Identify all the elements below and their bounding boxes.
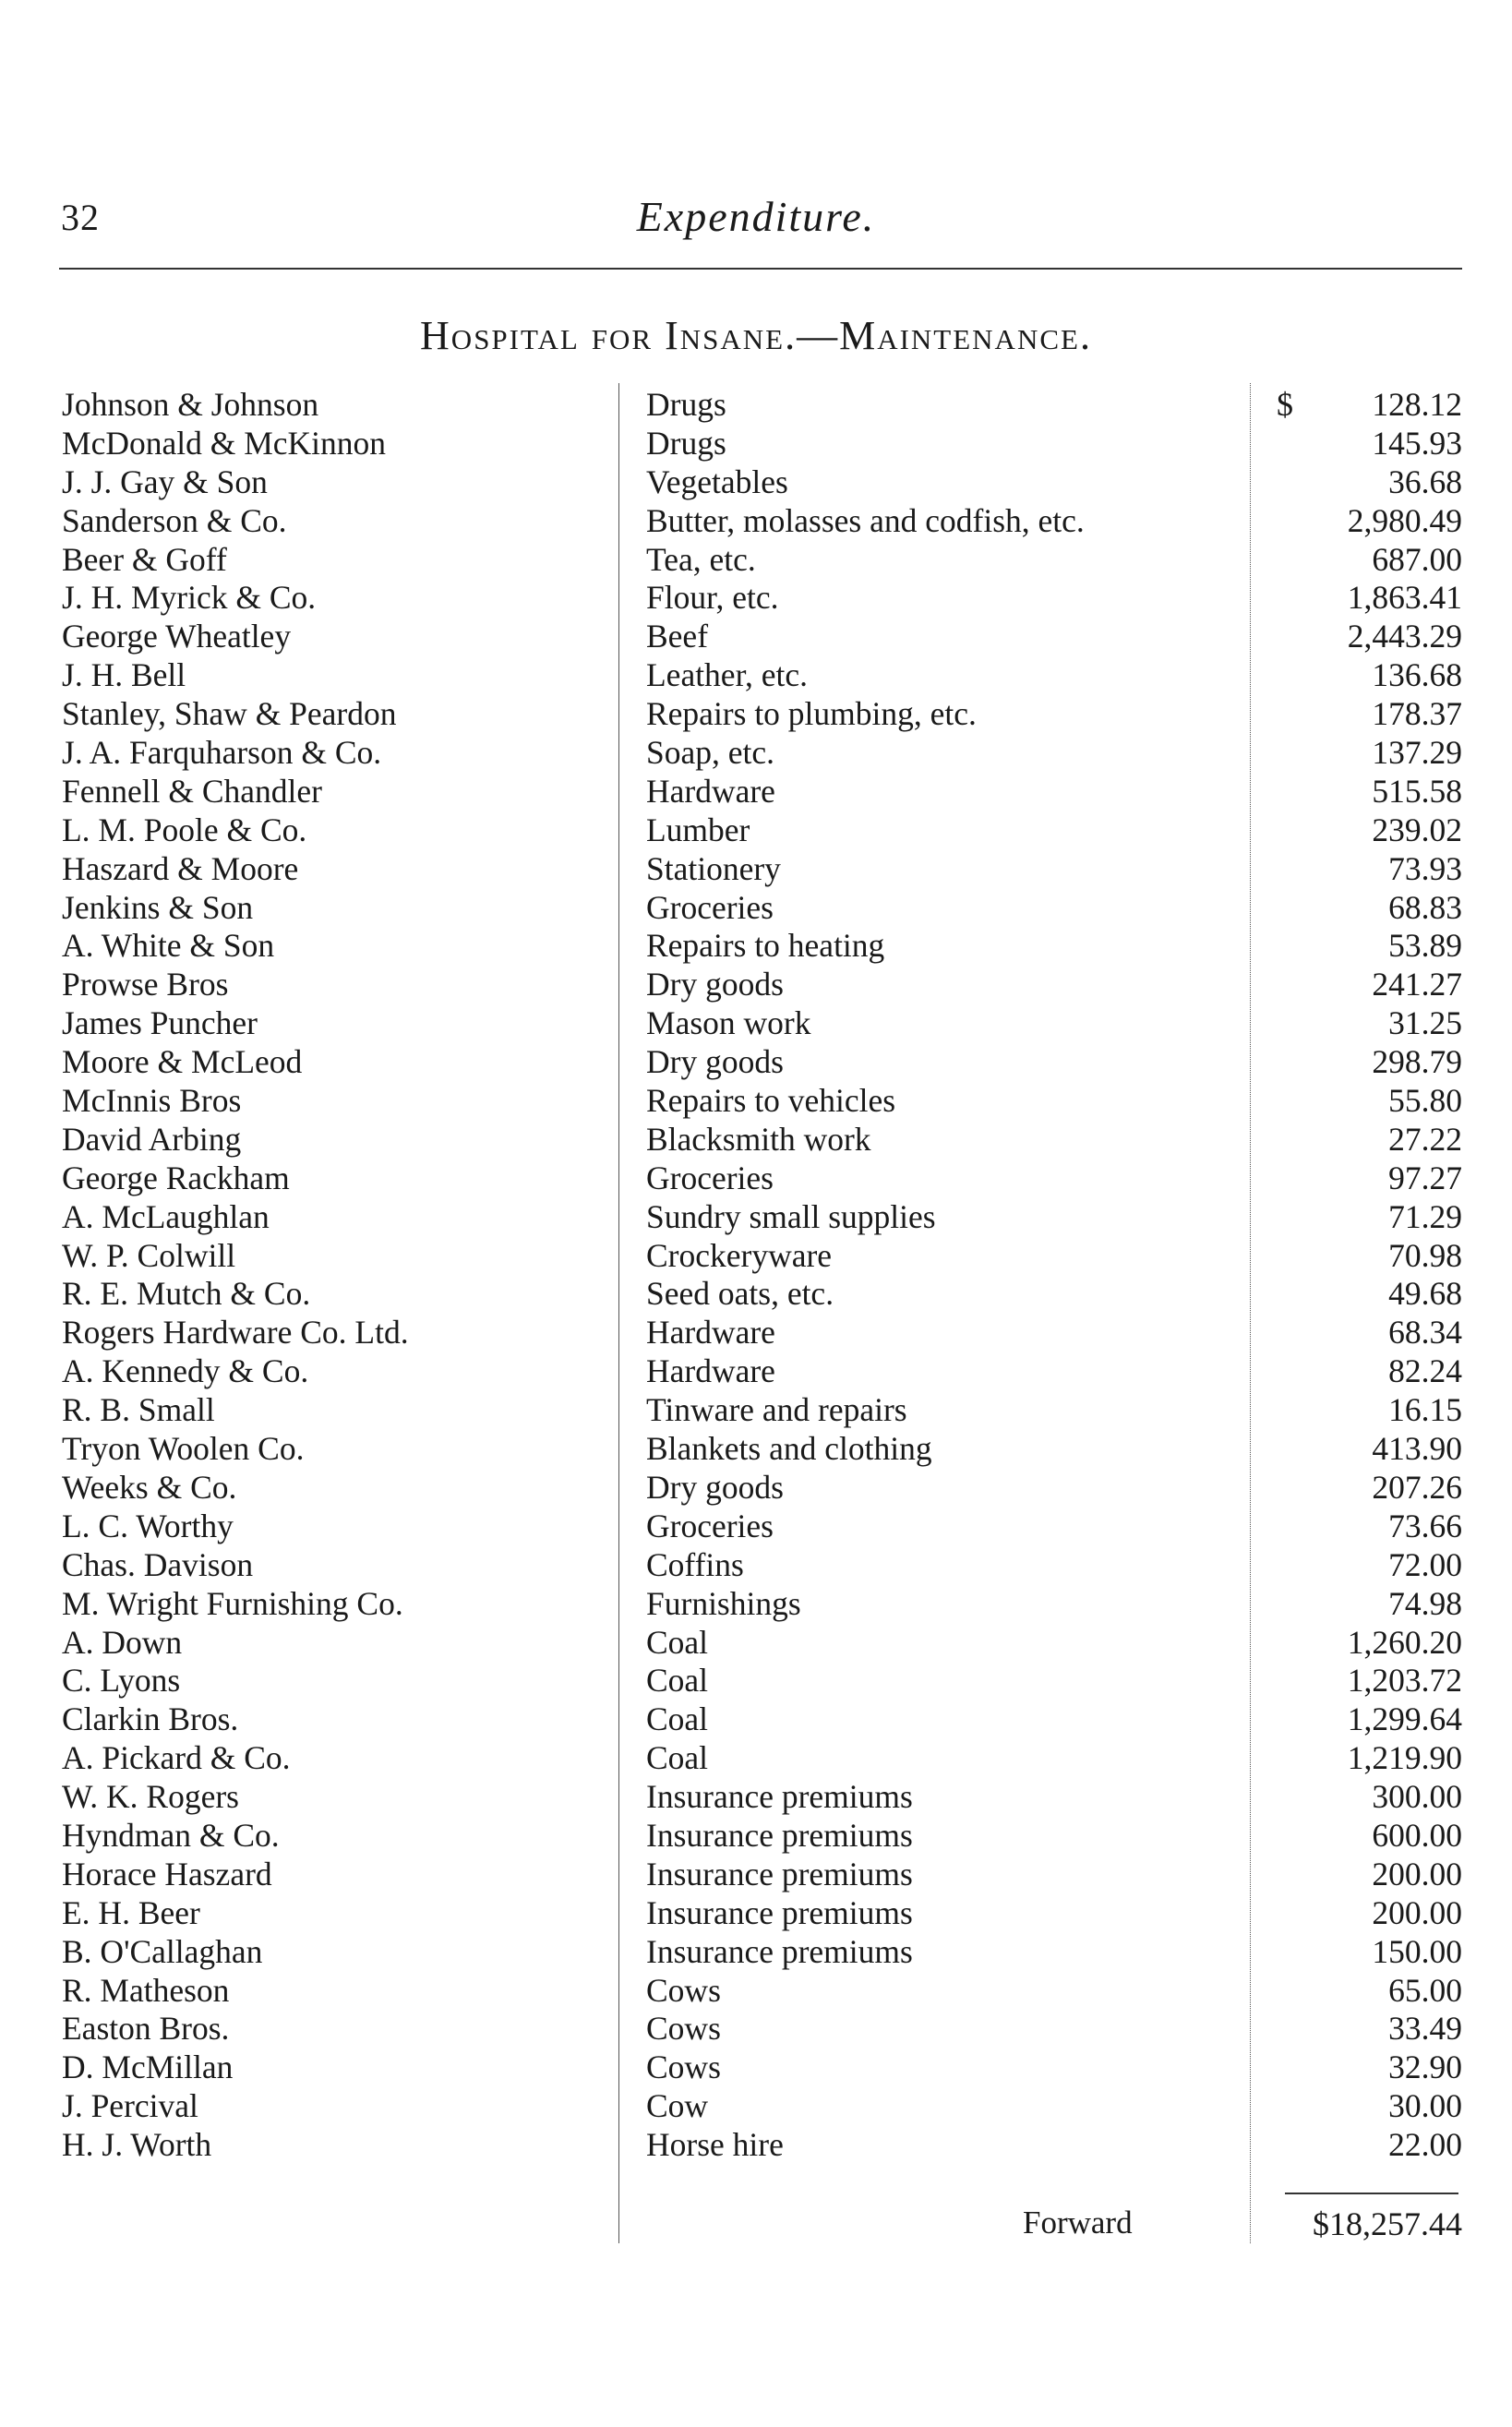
payee-name: A. McLaughlan bbox=[62, 1197, 270, 1235]
payee-name: George Rackham bbox=[62, 1159, 290, 1196]
payee-name: L. M. Poole & Co. bbox=[62, 811, 307, 848]
payee-name: Hyndman & Co. bbox=[62, 1816, 280, 1854]
table-row bbox=[0, 1739, 1512, 1778]
payee-name: Rogers Hardware Co. Ltd. bbox=[62, 1314, 409, 1352]
expense-item: Soap, etc. bbox=[646, 734, 775, 772]
expense-amount: 150.00 bbox=[1372, 1932, 1462, 1970]
expense-amount: 1,863.41 bbox=[1347, 579, 1462, 617]
expense-amount: 71.29 bbox=[1388, 1197, 1462, 1235]
table-row bbox=[0, 1662, 1512, 1700]
table-row bbox=[0, 1043, 1512, 1082]
expense-item: Blacksmith work bbox=[646, 1120, 871, 1158]
header-rule bbox=[59, 268, 1462, 270]
expense-amount: 2,980.49 bbox=[1347, 501, 1462, 539]
expense-item: Repairs to vehicles bbox=[646, 1082, 896, 1120]
expense-item: Groceries bbox=[646, 1507, 774, 1544]
expense-amount: 33.49 bbox=[1388, 2010, 1462, 2048]
expense-amount: 200.00 bbox=[1372, 1893, 1462, 1931]
payee-name: A. Kennedy & Co. bbox=[62, 1352, 309, 1390]
expense-item: Insurance premiums bbox=[646, 1932, 913, 1970]
payee-name: David Arbing bbox=[62, 1120, 242, 1158]
table-row bbox=[0, 773, 1512, 811]
payee-name: McInnis Bros bbox=[62, 1082, 242, 1120]
table-row bbox=[0, 1004, 1512, 1043]
table-row bbox=[0, 1972, 1512, 2011]
expense-item: Sundry small supplies bbox=[646, 1197, 936, 1235]
payee-name: Beer & Goff bbox=[62, 540, 227, 578]
table-row bbox=[0, 502, 1512, 541]
expense-amount: 70.98 bbox=[1388, 1236, 1462, 1274]
table-row bbox=[0, 1778, 1512, 1817]
sum-rule bbox=[1285, 2193, 1458, 2194]
payee-name: R. Matheson bbox=[62, 1971, 230, 2009]
expense-amount: 136.68 bbox=[1372, 656, 1462, 694]
payee-name: J. H. Bell bbox=[62, 656, 186, 694]
expense-item: Groceries bbox=[646, 1159, 774, 1196]
table-row bbox=[0, 811, 1512, 850]
payee-name: R. E. Mutch & Co. bbox=[62, 1275, 311, 1313]
expense-item: Coal bbox=[646, 1700, 709, 1738]
payee-name: B. O'Callaghan bbox=[62, 1932, 263, 1970]
payee-name: M. Wright Furnishing Co. bbox=[62, 1584, 403, 1622]
expense-amount: 1,299.64 bbox=[1347, 1700, 1462, 1738]
page-number: 32 bbox=[61, 197, 100, 238]
table-row bbox=[0, 1198, 1512, 1237]
expense-item: Cows bbox=[646, 1971, 721, 2009]
expense-amount: 65.00 bbox=[1388, 1971, 1462, 2009]
expense-item: Seed oats, etc. bbox=[646, 1275, 834, 1313]
expense-item: Hardware bbox=[646, 1314, 775, 1352]
payee-name: E. H. Beer bbox=[62, 1893, 200, 1931]
expense-amount: 72.00 bbox=[1388, 1545, 1462, 1583]
table-row bbox=[0, 1508, 1512, 1546]
payee-name: J. Percival bbox=[62, 2087, 198, 2125]
expense-amount: 55.80 bbox=[1388, 1082, 1462, 1120]
expense-amount: 239.02 bbox=[1372, 811, 1462, 848]
payee-name: James Puncher bbox=[62, 1004, 258, 1042]
payee-name: Haszard & Moore bbox=[62, 849, 299, 887]
expense-amount: 200.00 bbox=[1372, 1855, 1462, 1892]
expense-item: Cow bbox=[646, 2087, 709, 2125]
table-row bbox=[0, 2049, 1512, 2087]
table-row bbox=[0, 2010, 1512, 2049]
expense-amount: 74.98 bbox=[1388, 1584, 1462, 1622]
payee-name: W. P. Colwill bbox=[62, 1236, 236, 1274]
table-row bbox=[0, 850, 1512, 889]
currency-symbol: $ bbox=[1277, 386, 1293, 423]
expense-amount: 145.93 bbox=[1372, 424, 1462, 462]
expense-amount: 137.29 bbox=[1372, 734, 1462, 772]
table-row bbox=[0, 463, 1512, 502]
expense-item: Horse hire bbox=[646, 2126, 784, 2164]
expense-item: Dry goods bbox=[646, 966, 784, 1003]
expense-item: Furnishings bbox=[646, 1584, 801, 1622]
payee-name: Stanley, Shaw & Peardon bbox=[62, 695, 397, 733]
expense-amount: 73.93 bbox=[1388, 849, 1462, 887]
table-row bbox=[0, 966, 1512, 1004]
payee-name: Fennell & Chandler bbox=[62, 772, 322, 810]
table-row bbox=[0, 1159, 1512, 1198]
forward-label: Forward bbox=[1023, 2205, 1133, 2241]
expense-amount: 53.89 bbox=[1388, 927, 1462, 965]
expense-amount: 1,219.90 bbox=[1347, 1739, 1462, 1777]
expense-amount: 31.25 bbox=[1388, 1004, 1462, 1042]
table-row bbox=[0, 1546, 1512, 1585]
table-row bbox=[0, 889, 1512, 928]
payee-name: Tryon Woolen Co. bbox=[62, 1430, 305, 1468]
payee-name: Clarkin Bros. bbox=[62, 1700, 239, 1738]
expense-amount: 298.79 bbox=[1372, 1043, 1462, 1081]
expense-amount: 1,260.20 bbox=[1347, 1623, 1462, 1661]
table-row bbox=[0, 695, 1512, 734]
payee-name: George Wheatley bbox=[62, 618, 292, 655]
expense-item: Coffins bbox=[646, 1545, 744, 1583]
expense-item: Groceries bbox=[646, 888, 774, 926]
table-row bbox=[0, 1237, 1512, 1276]
expense-item: Lumber bbox=[646, 811, 750, 848]
payee-name: McDonald & McKinnon bbox=[62, 424, 387, 462]
table-row bbox=[0, 579, 1512, 618]
expense-amount: 82.24 bbox=[1388, 1352, 1462, 1390]
payee-name: R. B. Small bbox=[62, 1391, 215, 1429]
table-row bbox=[0, 1082, 1512, 1121]
expense-amount: 68.34 bbox=[1388, 1314, 1462, 1352]
expense-item: Flour, etc. bbox=[646, 579, 779, 617]
expense-amount: 2,443.29 bbox=[1347, 618, 1462, 655]
expense-item: Insurance premiums bbox=[646, 1816, 913, 1854]
expense-amount: 68.83 bbox=[1388, 888, 1462, 926]
payee-name: A. Pickard & Co. bbox=[62, 1739, 291, 1777]
expense-item: Tinware and repairs bbox=[646, 1391, 907, 1429]
expense-amount: 27.22 bbox=[1388, 1120, 1462, 1158]
expense-amount: 128.12 bbox=[1372, 386, 1462, 423]
expense-amount: 49.68 bbox=[1388, 1275, 1462, 1313]
payee-name: Chas. Davison bbox=[62, 1545, 254, 1583]
expense-item: Drugs bbox=[646, 386, 726, 423]
expense-item: Mason work bbox=[646, 1004, 811, 1042]
payee-name: Johnson & Johnson bbox=[62, 386, 319, 423]
expense-amount: 600.00 bbox=[1372, 1816, 1462, 1854]
table-row bbox=[0, 2126, 1512, 2165]
payee-name: Jenkins & Son bbox=[62, 888, 254, 926]
expense-item: Coal bbox=[646, 1623, 709, 1661]
table-row bbox=[0, 386, 1512, 425]
table-row bbox=[0, 1275, 1512, 1314]
table-row bbox=[0, 425, 1512, 463]
table-row bbox=[0, 1430, 1512, 1469]
expense-item: Blankets and clothing bbox=[646, 1430, 932, 1468]
expense-item: Coal bbox=[646, 1662, 709, 1700]
expense-item: Crockeryware bbox=[646, 1236, 833, 1274]
payee-name: H. J. Worth bbox=[62, 2126, 212, 2164]
expense-amount: 241.27 bbox=[1372, 966, 1462, 1003]
expense-amount: 178.37 bbox=[1372, 695, 1462, 733]
section-title: Hospital for Insane.—Maintenance. bbox=[420, 313, 1092, 358]
expense-item: Repairs to heating bbox=[646, 927, 885, 965]
expenditure-table bbox=[0, 386, 1512, 2165]
expense-item: Vegetables bbox=[646, 463, 788, 500]
expense-item: Tea, etc. bbox=[646, 540, 756, 578]
payee-name: Easton Bros. bbox=[62, 2010, 230, 2048]
expense-amount: 207.26 bbox=[1372, 1468, 1462, 1506]
expense-item: Insurance premiums bbox=[646, 1778, 913, 1816]
expense-amount: 30.00 bbox=[1388, 2087, 1462, 2125]
table-row bbox=[0, 1121, 1512, 1159]
expense-amount: 1,203.72 bbox=[1347, 1662, 1462, 1700]
expense-amount: 36.68 bbox=[1388, 463, 1462, 500]
table-row bbox=[0, 1624, 1512, 1663]
expense-amount: 413.90 bbox=[1372, 1430, 1462, 1468]
expense-item: Hardware bbox=[646, 1352, 775, 1390]
expense-item: Insurance premiums bbox=[646, 1855, 913, 1892]
payee-name: W. K. Rogers bbox=[62, 1778, 239, 1816]
payee-name: C. Lyons bbox=[62, 1662, 181, 1700]
expense-item: Beef bbox=[646, 618, 709, 655]
expense-amount: 300.00 bbox=[1372, 1778, 1462, 1816]
payee-name: Sanderson & Co. bbox=[62, 501, 287, 539]
payee-name: A. White & Son bbox=[62, 927, 275, 965]
expense-item: Cows bbox=[646, 2049, 721, 2086]
payee-name: J. H. Myrick & Co. bbox=[62, 579, 317, 617]
expense-amount: 32.90 bbox=[1388, 2049, 1462, 2086]
table-row bbox=[0, 1894, 1512, 1933]
table-row bbox=[0, 1585, 1512, 1624]
table-row bbox=[0, 1933, 1512, 1972]
table-row bbox=[0, 1352, 1512, 1391]
payee-name: A. Down bbox=[62, 1623, 183, 1661]
payee-name: D. McMillan bbox=[62, 2049, 234, 2086]
table-row bbox=[0, 541, 1512, 580]
table-row bbox=[0, 1817, 1512, 1856]
table-row bbox=[0, 1856, 1512, 1894]
table-row bbox=[0, 927, 1512, 966]
table-row bbox=[0, 1700, 1512, 1739]
expense-item: Hardware bbox=[646, 772, 775, 810]
payee-name: L. C. Worthy bbox=[62, 1507, 234, 1544]
expense-item: Coal bbox=[646, 1739, 709, 1777]
expense-item: Dry goods bbox=[646, 1043, 784, 1081]
expense-item: Butter, molasses and codfish, etc. bbox=[646, 501, 1085, 539]
table-row bbox=[0, 1314, 1512, 1352]
expense-amount: 687.00 bbox=[1372, 540, 1462, 578]
expense-amount: 16.15 bbox=[1388, 1391, 1462, 1429]
payee-name: Weeks & Co. bbox=[62, 1468, 237, 1506]
payee-name: Moore & McLeod bbox=[62, 1043, 303, 1081]
table-row bbox=[0, 734, 1512, 773]
expense-item: Repairs to plumbing, etc. bbox=[646, 695, 977, 733]
table-row bbox=[0, 2087, 1512, 2126]
expense-amount: 515.58 bbox=[1372, 772, 1462, 810]
forward-amount: $18,257.44 bbox=[1313, 2205, 1462, 2242]
expense-item: Cows bbox=[646, 2010, 721, 2048]
payee-name: Horace Haszard bbox=[62, 1855, 272, 1892]
table-row bbox=[0, 1469, 1512, 1508]
table-row bbox=[0, 656, 1512, 695]
payee-name: Prowse Bros bbox=[62, 966, 229, 1003]
expense-item: Stationery bbox=[646, 849, 781, 887]
running-title: Expenditure. bbox=[636, 193, 876, 240]
expense-item: Insurance premiums bbox=[646, 1893, 913, 1931]
expense-item: Drugs bbox=[646, 424, 726, 462]
table-row bbox=[0, 618, 1512, 656]
expense-item: Dry goods bbox=[646, 1468, 784, 1506]
payee-name: J. J. Gay & Son bbox=[62, 463, 268, 500]
expense-amount: 22.00 bbox=[1388, 2126, 1462, 2164]
payee-name: J. A. Farquharson & Co. bbox=[62, 734, 382, 772]
expense-amount: 97.27 bbox=[1388, 1159, 1462, 1196]
expense-item: Leather, etc. bbox=[646, 656, 808, 694]
table-row bbox=[0, 1391, 1512, 1430]
expense-amount: 73.66 bbox=[1388, 1507, 1462, 1544]
